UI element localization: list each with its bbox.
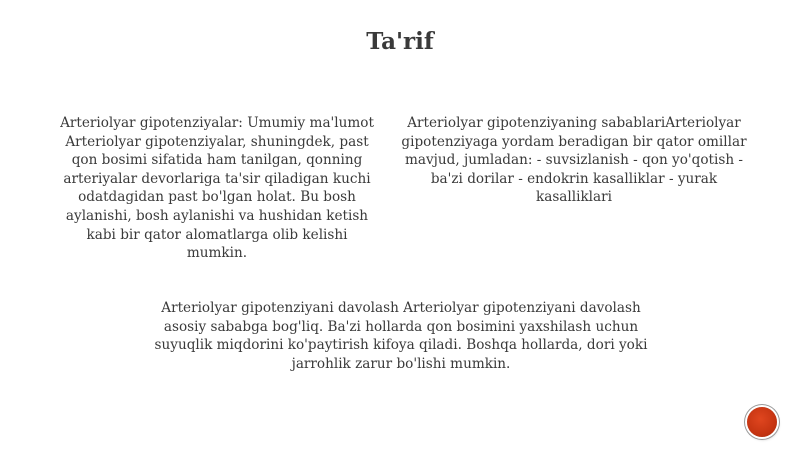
paragraph-causes: Arteriolyar gipotenziyaning sabablariArteriolyar gipotenziyaga yordam beradigan bir qator omillar mavjud, jumladan: - suvsizlanish - qon yo'qotish - ba'zi dorilar - endokrin kasalliklar - yurak kasalliklari (401, 115, 747, 206)
paragraph-overview: Arteriolyar gipotenziyalar: Umumiy ma'lumot Arteriolyar gipotenziyalar, shuningdek, past qon bosimi sifatida ham tanilgan, qonning arteriyalar devorlariga ta'sir qiladigan kuchi odatdagidan past bo'lgan holat. Bu bosh aylanishi, bosh aylanishi va hushidan ketish kabi bir qator alomatlarga olib kelishi mumkin. (60, 115, 374, 262)
red-circle-button-icon[interactable] (747, 407, 777, 437)
slide-title: Ta'rif (366, 28, 434, 55)
paragraph-treatment: Arteriolyar gipotenziyani davolash Arteriolyar gipotenziyani davolash asosiy sababga bog'liq. Ba'zi hollarda qon bosimini yaxshilash uchun suyuqlik miqdorini ko'paytirish kifoya qiladi. Boshqa hollarda, dori yoki jarrohlik zarur bo'lishi mumkin. (154, 300, 648, 372)
